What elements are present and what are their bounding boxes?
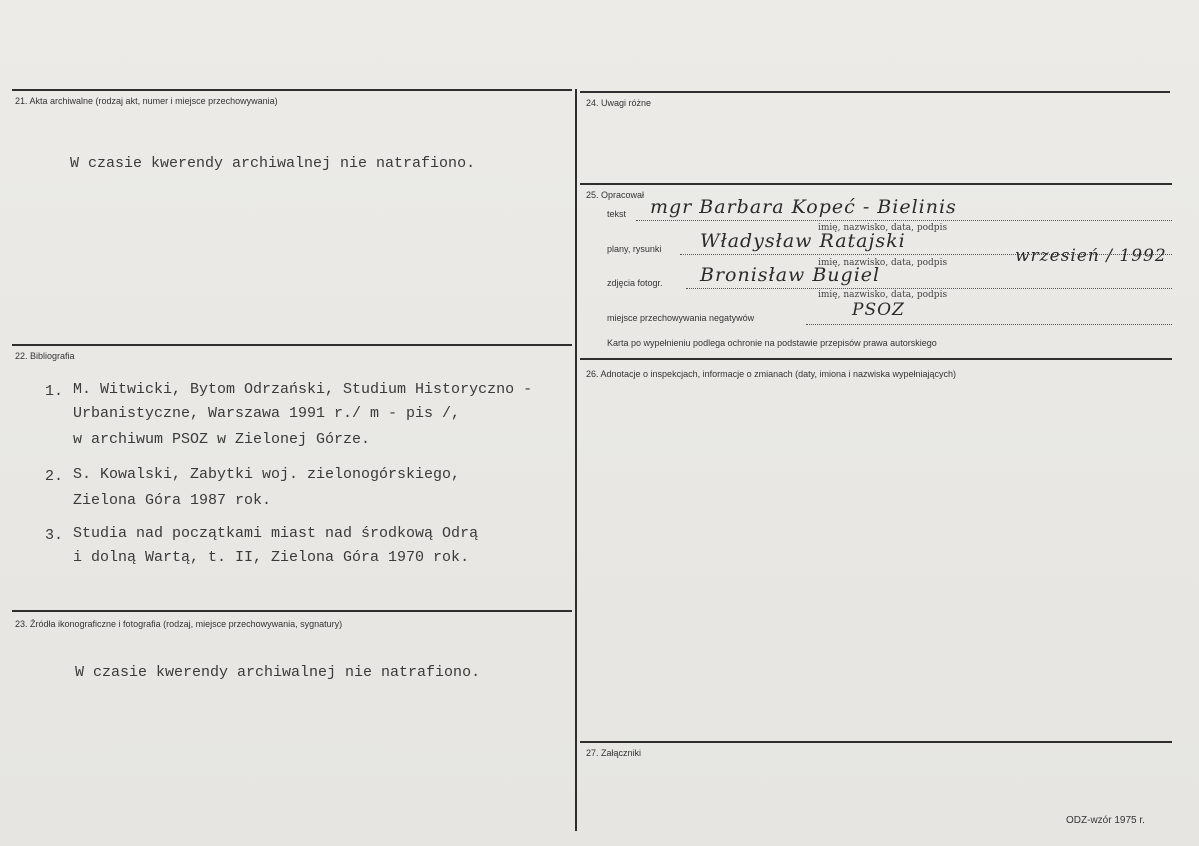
divider-26-27	[580, 741, 1172, 743]
divider-25-26	[580, 358, 1172, 360]
miejsce-label: miejsce przechowywania negatywów	[607, 313, 755, 323]
center-divider	[575, 89, 577, 831]
tekst-value: mgr Barbara Kopeć - Bielinis	[650, 196, 957, 218]
zdjecia-line	[686, 288, 1172, 289]
bib-item-1-line-1: M. Witwicki, Bytom Odrzański, Studium Historyczno -	[73, 381, 533, 398]
plany-value: Władysław Ratajski	[700, 230, 906, 252]
top-rule	[12, 89, 572, 91]
tekst-caption: imię, nazwisko, data, podpis	[818, 223, 948, 233]
top-rule-right	[580, 91, 1170, 93]
zdjecia-label: zdjęcia fotogr.	[607, 278, 663, 288]
date-value: wrzesień / 1992	[1015, 246, 1167, 266]
miejsce-value: PSOZ	[852, 300, 905, 320]
section-26-label: 26. Adnotacje o inspekcjach, informacje o zmianach (daty, imiona i nazwiska wypełniających)	[586, 369, 957, 379]
tekst-line	[636, 220, 1172, 221]
bib-item-1-line-2: Urbanistyczne, Warszawa 1991 r./ m - pis /,	[73, 405, 461, 422]
karta-note: Karta po wypełnieniu podlega ochronie na podstawie przepisów prawa autorskiego	[607, 338, 937, 348]
section-25-label: 25. Opracował	[586, 190, 645, 200]
section-23-text: W czasie kwerendy archiwalnej nie natrafiono.	[75, 664, 481, 681]
divider-22-23	[12, 610, 572, 612]
bib-item-2-line-1: S. Kowalski, Zabytki woj. zielonogórskiego,	[73, 466, 461, 483]
bib-item-1-number: 1.	[45, 383, 64, 400]
section-21-text: W czasie kwerendy archiwalnej nie natrafiono.	[70, 155, 476, 172]
section-24-label: 24. Uwagi różne	[586, 98, 652, 108]
section-27-label: 27. Załączniki	[586, 748, 642, 758]
bib-item-3-line-2: i dolną Wartą, t. II, Zielona Góra 1970 rok.	[73, 549, 470, 566]
section-22-label: 22. Bibliografia	[15, 351, 75, 361]
plany-label: plany, rysunki	[607, 244, 662, 254]
zdjecia-value: Bronisław Bugiel	[700, 264, 881, 286]
divider-24-25	[580, 183, 1172, 185]
bib-item-1-line-3: w archiwum PSOZ w Zielonej Górze.	[73, 431, 371, 448]
section-23-label: 23. Źródła ikonograficzne i fotografia (rodzaj, miejsce przechowywania, sygnatury)	[15, 619, 343, 629]
plany-caption: imię, nazwisko, data, podpis	[818, 258, 948, 268]
miejsce-line	[806, 324, 1172, 325]
zdjecia-caption: imię, nazwisko, data, podpis	[818, 290, 948, 300]
tekst-label: tekst	[607, 209, 627, 219]
bib-item-3-number: 3.	[45, 527, 64, 544]
divider-21-22	[12, 344, 572, 346]
form-id: ODZ-wzór 1975 r.	[1066, 815, 1145, 826]
bib-item-2-number: 2.	[45, 468, 64, 485]
bib-item-2-line-2: Zielona Góra 1987 rok.	[73, 492, 272, 509]
bib-item-3-line-1: Studia nad początkami miast nad środkową Odrą	[73, 525, 479, 542]
section-21-label: 21. Akta archiwalne (rodzaj akt, numer i miejsce przechowywania)	[15, 96, 278, 106]
